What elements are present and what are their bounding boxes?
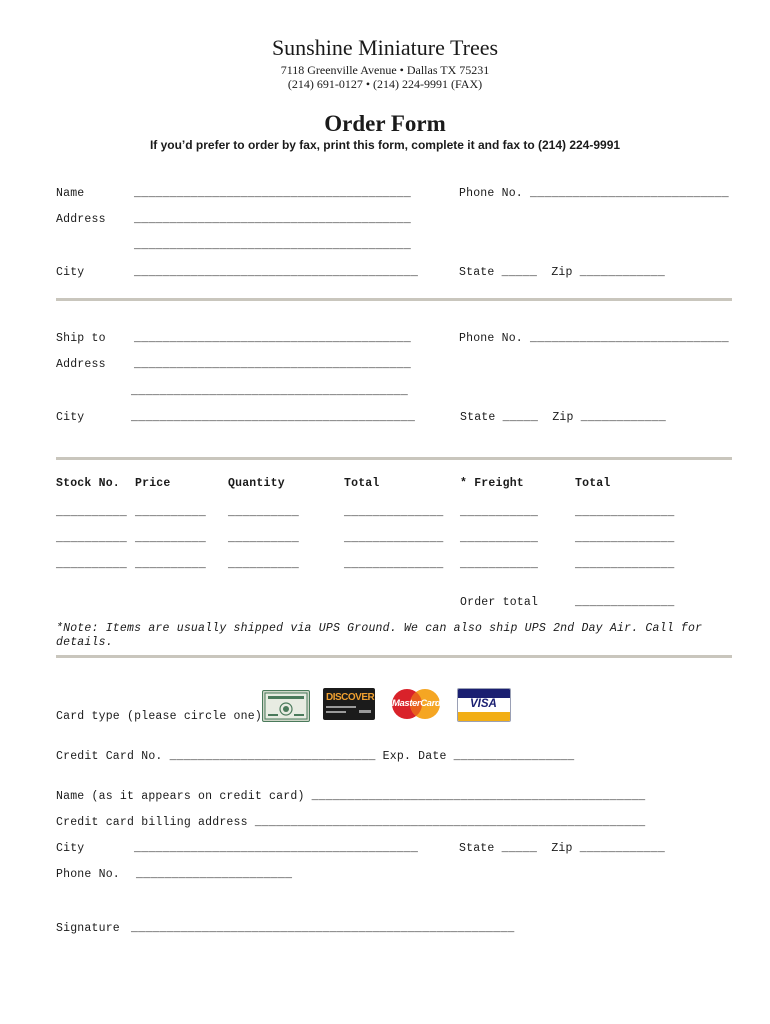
billing-address-label: Address — [56, 213, 106, 226]
credit-card-number-field[interactable]: Credit Card No. _____________________________ Exp. Date _________________ — [56, 750, 575, 763]
section-divider — [56, 457, 732, 460]
form-title: Order Form — [324, 111, 446, 136]
col-header-line-total: Total — [575, 477, 611, 490]
visa-card-text: VISA — [470, 698, 497, 710]
col-header-freight: * Freight — [460, 477, 524, 490]
billing-name-field[interactable]: _______________________________________ — [134, 187, 411, 200]
card-type-label: Card type (please circle one) — [56, 710, 262, 723]
row1-freight-field[interactable]: ___________ — [460, 506, 539, 519]
row2-freight-field[interactable]: ___________ — [460, 532, 539, 545]
signature-label: Signature — [56, 922, 120, 935]
row1-stock-field[interactable]: __________ — [56, 506, 128, 519]
shipping-phone-field[interactable]: Phone No. ____________________________ — [459, 332, 729, 345]
row1-total-field[interactable]: ______________ — [344, 506, 444, 519]
ship-to-field[interactable]: _______________________________________ — [134, 332, 411, 345]
billing-city-field[interactable]: ________________________________________ — [134, 266, 419, 279]
shipping-address-label: Address — [56, 358, 106, 371]
row3-freight-field[interactable]: ___________ — [460, 558, 539, 571]
row3-stock-field[interactable]: __________ — [56, 558, 128, 571]
shipping-note-line2: details. — [56, 636, 113, 649]
company-name: Sunshine Miniature Trees — [271, 35, 499, 60]
col-header-price: Price — [135, 477, 171, 490]
payment-phone-label: Phone No. — [56, 868, 120, 881]
billing-city-label: City — [56, 266, 85, 279]
amex-card-art — [263, 691, 309, 721]
shipping-city-field[interactable]: ________________________________________ — [131, 411, 416, 424]
signature-field[interactable]: ______________________________________________________ — [131, 922, 515, 935]
billing-address-field[interactable]: _______________________________________ — [134, 213, 411, 226]
shipping-note: *Note: Items are usually shipped via UPS Ground. We can also ship UPS 2nd Day Air. Call for — [56, 622, 703, 635]
amex-card[interactable] — [262, 690, 310, 722]
visa-card[interactable] — [457, 688, 511, 722]
row2-line-total-field[interactable]: ______________ — [575, 532, 675, 545]
discover-card[interactable] — [323, 688, 375, 720]
fax-instructions: If you’d prefer to order by fax, print this form, complete it and fax to (214) 224-9991 — [149, 138, 621, 152]
section-divider — [56, 298, 732, 301]
col-header-quantity: Quantity — [228, 477, 285, 490]
billing-address-field-2[interactable]: _______________________________________ — [134, 239, 411, 252]
ship-to-label: Ship to — [56, 332, 106, 345]
row3-total-field[interactable]: ______________ — [344, 558, 444, 571]
row2-price-field[interactable]: __________ — [135, 532, 207, 545]
shipping-state-zip-field[interactable]: State _____ Zip ____________ — [460, 411, 666, 424]
billing-name-label: Name — [56, 187, 85, 200]
card-billing-address-field[interactable]: Credit card billing address _______________________________________________________ — [56, 816, 646, 829]
row3-price-field[interactable]: __________ — [135, 558, 207, 571]
row3-line-total-field[interactable]: ______________ — [575, 558, 675, 571]
discover-card-art — [323, 688, 375, 720]
shipping-city-label: City — [56, 411, 85, 424]
billing-state-zip-field[interactable]: State _____ Zip ____________ — [459, 266, 665, 279]
row2-total-field[interactable]: ______________ — [344, 532, 444, 545]
row3-quantity-field[interactable]: __________ — [228, 558, 300, 571]
row1-quantity-field[interactable]: __________ — [228, 506, 300, 519]
col-header-stock-no: Stock No. — [56, 477, 120, 490]
row2-quantity-field[interactable]: __________ — [228, 532, 300, 545]
discover-card-text: DISCOVER — [326, 692, 375, 703]
row1-line-total-field[interactable]: ______________ — [575, 506, 675, 519]
shipping-address-field-2[interactable]: _______________________________________ — [131, 385, 408, 398]
name-on-card-field[interactable]: Name (as it appears on credit card) _______________________________________________ — [56, 790, 646, 803]
mastercard-card-text: MasterCard — [392, 698, 441, 709]
order-total-label: Order total — [460, 596, 539, 609]
section-divider — [56, 655, 732, 658]
company-address: 7118 Greenville Avenue • Dallas TX 75231 — [280, 63, 490, 77]
mastercard-card[interactable] — [390, 688, 442, 720]
company-phone: (214) 691-0127 • (214) 224-9991 (FAX) — [287, 77, 483, 91]
payment-city-label: City — [56, 842, 85, 855]
row2-stock-field[interactable]: __________ — [56, 532, 128, 545]
row1-price-field[interactable]: __________ — [135, 506, 207, 519]
billing-phone-field[interactable]: Phone No. ____________________________ — [459, 187, 729, 200]
order-total-field[interactable]: ______________ — [575, 596, 675, 609]
payment-state-zip-field[interactable]: State _____ Zip ____________ — [459, 842, 665, 855]
col-header-total: Total — [344, 477, 380, 490]
payment-phone-field[interactable]: ______________________ — [136, 868, 293, 881]
shipping-address-field[interactable]: _______________________________________ — [134, 358, 411, 371]
payment-city-field[interactable]: ________________________________________ — [134, 842, 419, 855]
